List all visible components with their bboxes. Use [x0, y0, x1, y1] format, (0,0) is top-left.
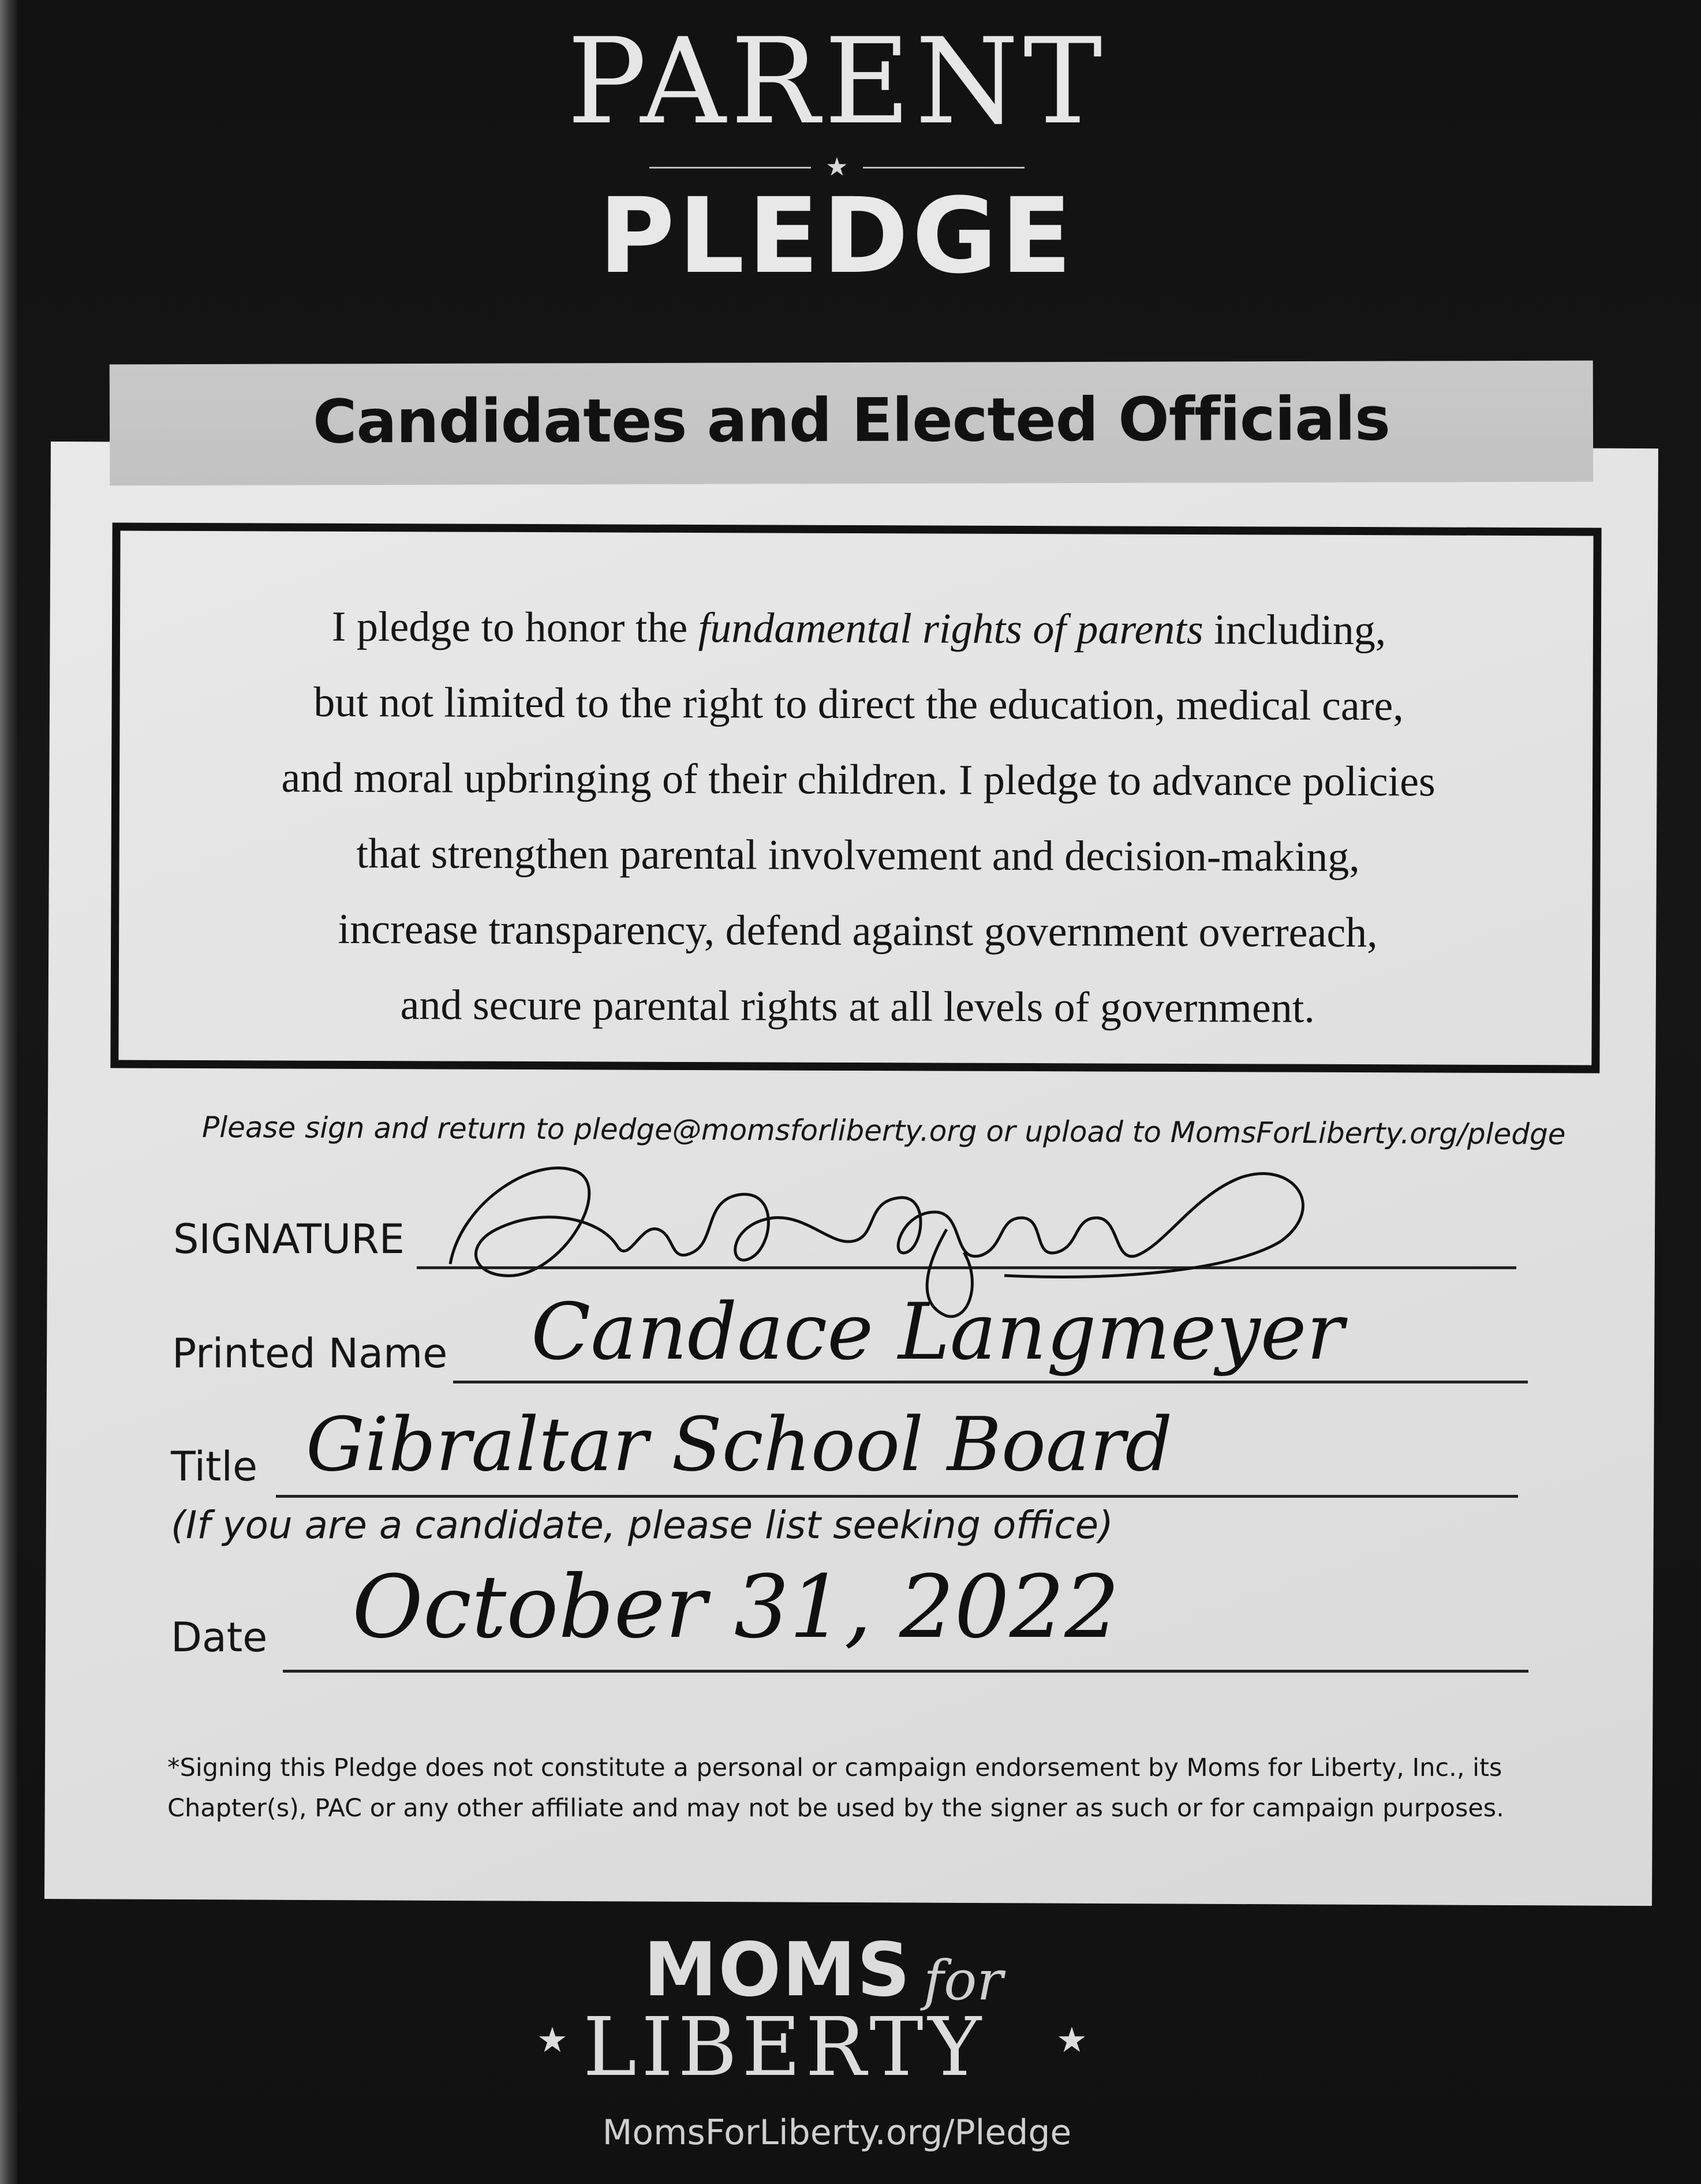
title-hint: (If you are a candidate, please list seeking office) [171, 1503, 1113, 1547]
return-instructions: Please sign and return to pledge@momsforliberty.org or upload to MomsForLiberty.org/pledge [201, 1110, 1566, 1151]
section-banner [110, 361, 1594, 486]
disclaimer-line-2: Chapter(s), PAC or any other affiliate and may not be used by the signer as such or for campaign purposes. [167, 1794, 1504, 1823]
pledge-line-1-start: I pledge to honor the [331, 603, 698, 652]
pledge-line-1-end: including, [1203, 606, 1386, 655]
logo-liberty: LIBERTY [583, 2000, 986, 2095]
pledge-line-5: increase transparency, defend against government overreach, [338, 905, 1378, 957]
pledge-line-3: and moral upbringing of their children. I pledge to advance policies [281, 754, 1435, 806]
printed-name-label: Printed Name [172, 1330, 448, 1377]
title-label: Title [171, 1443, 258, 1490]
banner-heading: Candidates and Elected Officials [312, 383, 1390, 457]
pledge-line-6: and secure parental rights at all levels of government. [400, 981, 1315, 1032]
pledge-statement [154, 589, 1564, 1048]
printed-name-line [453, 1381, 1528, 1383]
disclaimer [167, 1748, 1553, 1828]
star-icon: ★ [825, 152, 848, 182]
pledge-statement-box [110, 522, 1601, 1073]
printed-name-value: Candace Langmeyer [531, 1287, 1344, 1377]
title-divider [649, 152, 1025, 182]
date-label: Date [171, 1614, 268, 1661]
logo-for: for [924, 1949, 1003, 2013]
signature-label: SIGNATURE [173, 1216, 405, 1263]
pledge-line-4: that strengthen parental involvement and decision-making, [356, 829, 1360, 881]
title-line [276, 1495, 1518, 1498]
title-pledge: PLEDGE [599, 176, 1075, 297]
pledge-emphasis: fundamental rights of parents [698, 604, 1203, 654]
pledge-line-2: but not limited to the right to direct the education, medical care, [313, 678, 1404, 730]
divider-line-left [649, 167, 811, 169]
disclaimer-line-1: *Signing this Pledge does not constitute a personal or campaign endorsement by Moms for Liberty, Inc., its [167, 1753, 1502, 1782]
logo-moms: MOMS [644, 1927, 911, 2013]
date-line [283, 1670, 1528, 1673]
title-value: Gibraltar School Board [306, 1402, 1173, 1488]
logo-star-left-icon: ★ [537, 2020, 568, 2060]
title-parent: PARENT [567, 13, 1107, 151]
date-value: October 31, 2022 [352, 1557, 1120, 1658]
logo-star-right-icon: ★ [1056, 2020, 1087, 2060]
divider-line-right [863, 167, 1025, 169]
pledge-line-1 [155, 589, 1563, 670]
footer-url: MomsForLiberty.org/Pledge [602, 2112, 1072, 2153]
paper-edge [0, 0, 17, 2184]
